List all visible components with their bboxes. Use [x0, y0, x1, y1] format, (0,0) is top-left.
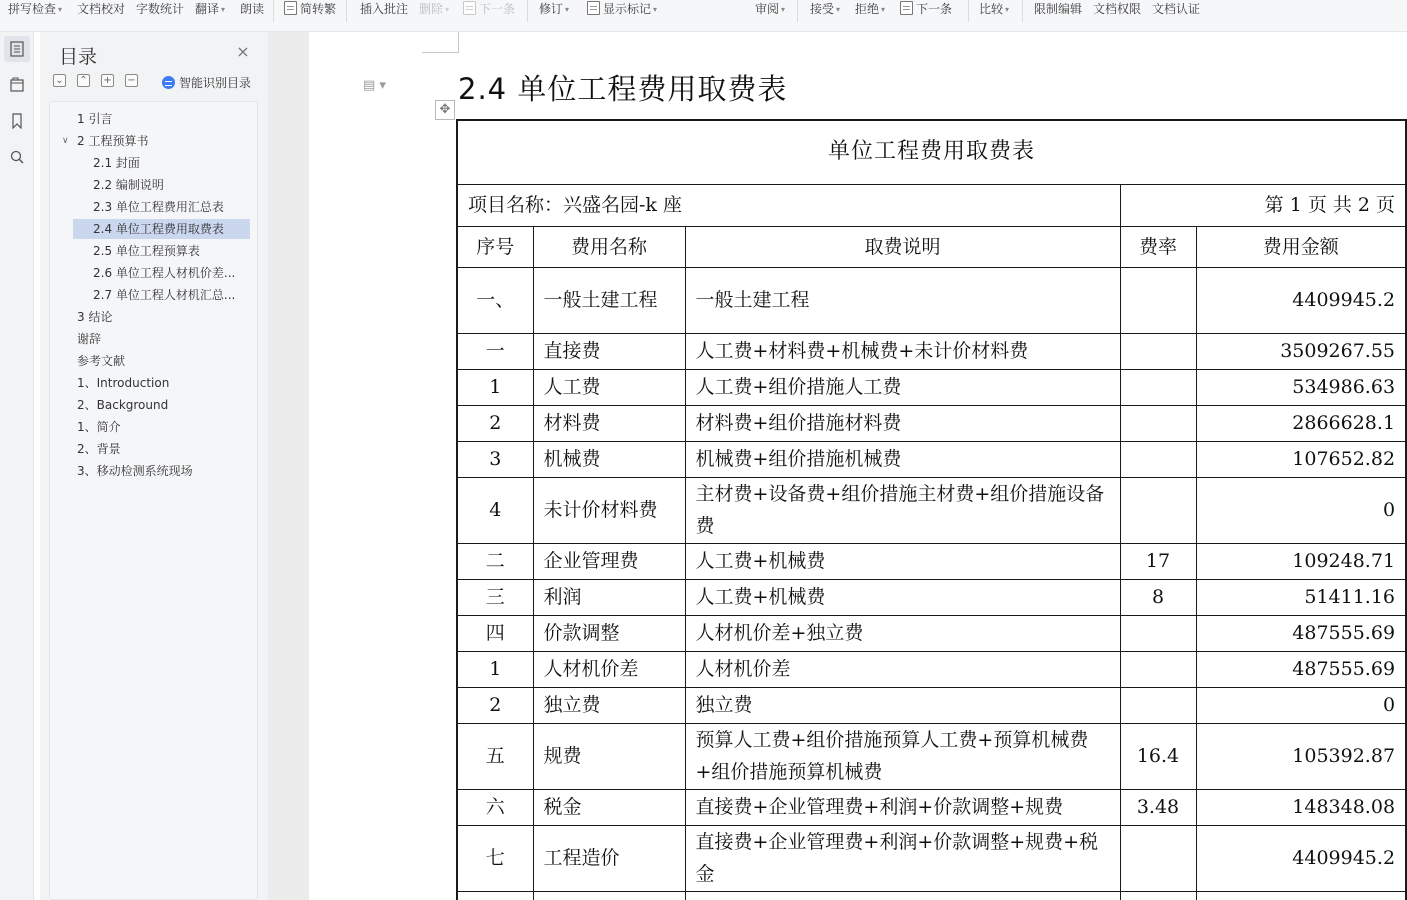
header-amount: 费用金额: [1196, 226, 1406, 267]
cell-no: 1: [457, 369, 533, 405]
toc-item-budget[interactable]: ∨ 2 工程预算书: [50, 131, 250, 151]
word-count-button[interactable]: 字数统计: [136, 2, 185, 16]
cell-desc: 独立费: [685, 687, 1120, 723]
table-title: 单位工程费用取费表: [457, 120, 1406, 184]
cell-amount: 534986.63: [1196, 369, 1406, 405]
cell-amount: 0: [1196, 687, 1406, 723]
toolbar-divider: [1022, 0, 1023, 22]
header-no: 序号: [457, 226, 533, 267]
toc-title: 目录: [59, 46, 98, 68]
toc-item-fee-table[interactable]: 2.4 单位工程费用取费表: [73, 219, 250, 239]
cell-amount: 2866628.1: [1196, 405, 1406, 441]
add-level-icon[interactable]: +: [101, 74, 114, 87]
nav-rail: [0, 32, 34, 900]
cell-amount: 107652.82: [1196, 441, 1406, 477]
cell-desc: 人工费+机械费: [685, 543, 1120, 579]
next-comment-button[interactable]: 下一条: [463, 0, 515, 18]
toc-item-price-diff[interactable]: 2.6 单位工程人材机价差...: [93, 266, 236, 280]
toc-item-summary[interactable]: 2.3 单位工程费用汇总表: [93, 200, 224, 214]
canvas-gutter: [268, 32, 309, 900]
table-row: [457, 789, 1406, 825]
toc-item-cover[interactable]: 2.1 封面: [93, 156, 140, 170]
toc-panel: [40, 32, 268, 900]
cell-no: 三: [457, 579, 533, 615]
cell-amount: 4409945.2: [1196, 825, 1406, 891]
cell-no: 3: [457, 441, 533, 477]
cell-no: 七: [457, 825, 533, 891]
cell-rate: [1120, 651, 1196, 687]
cell-empty: [533, 891, 685, 900]
chevron-down-icon[interactable]: ∨: [62, 136, 69, 146]
cell-name: 人材机价差: [533, 651, 685, 687]
toc-item-brief[interactable]: 1、简介: [77, 420, 121, 434]
table-row: [457, 687, 1406, 723]
cell-rate: [1120, 687, 1196, 723]
doc-permission-button[interactable]: 文档权限: [1093, 2, 1142, 16]
cell-name: 人工费: [533, 369, 685, 405]
page-info: 第 1 页 共 2 页: [1120, 184, 1406, 226]
paragraph-format-icon[interactable]: ▤ ▾: [363, 78, 386, 93]
cell-no: 一: [457, 333, 533, 369]
doc-proofread-button[interactable]: 文档校对: [77, 2, 126, 16]
cell-rate: 16.4: [1120, 723, 1196, 789]
table-row: [457, 543, 1406, 579]
cell-name: 材料费: [533, 405, 685, 441]
header-desc: 取费说明: [685, 226, 1120, 267]
search-icon: [9, 149, 25, 165]
cell-amount: 148348.08: [1196, 789, 1406, 825]
toolbar-divider: [273, 0, 274, 22]
toolbar-divider: [968, 0, 969, 22]
toolbar-divider: [797, 0, 798, 22]
show-markup-icon: [587, 1, 600, 15]
section-heading: 2.4 单位工程费用取费表: [458, 72, 788, 106]
project-name: 项目名称：兴盛名园-k 座: [457, 184, 1120, 226]
toc-item-intro[interactable]: 1 引言: [77, 112, 113, 126]
table-row: [457, 369, 1406, 405]
bookmark-button[interactable]: [4, 108, 30, 134]
fee-table: [456, 119, 1407, 900]
reject-button[interactable]: 拒绝 ▾: [855, 2, 886, 16]
remove-level-icon[interactable]: −: [125, 74, 138, 87]
table-row: [457, 477, 1406, 543]
table-row: [457, 267, 1406, 333]
next-comment-icon: [463, 1, 476, 15]
table-meta-row: [457, 184, 1406, 226]
show-markup-button[interactable]: 显示标记 ▾: [587, 0, 657, 18]
table-row: [457, 579, 1406, 615]
cell-amount: 487555.69: [1196, 651, 1406, 687]
insert-comment-button[interactable]: 插入批注: [360, 2, 409, 16]
cell-desc: 人工费+材料费+机械费+未计价材料费: [685, 333, 1120, 369]
header-rate: 费率: [1120, 226, 1196, 267]
cell-rate: [1120, 615, 1196, 651]
expand-all-icon[interactable]: ⌄: [53, 74, 66, 87]
cell-no: 六: [457, 789, 533, 825]
toc-item-thanks[interactable]: 谢辞: [77, 332, 102, 346]
toc-item-budget-table[interactable]: 2.5 单位工程预算表: [93, 244, 200, 258]
header-name: 费用名称: [533, 226, 685, 267]
cell-desc: 人材机价差+独立费: [685, 615, 1120, 651]
toolbar-divider: [346, 0, 347, 22]
cell-name: 未计价材料费: [533, 477, 685, 543]
search-button[interactable]: [4, 144, 30, 170]
cell-name: 独立费: [533, 687, 685, 723]
cell-rate: [1120, 369, 1196, 405]
spell-check-button[interactable]: 拼写检查 ▾: [8, 2, 63, 16]
next-change-icon: [900, 1, 913, 15]
toc-icon: [9, 41, 25, 57]
toc-item-references[interactable]: 参考文献: [77, 354, 126, 368]
cell-name: 规费: [533, 723, 685, 789]
cell-amount: 3509267.55: [1196, 333, 1406, 369]
cell-rate: [1120, 333, 1196, 369]
doc-certify-button[interactable]: 文档认证: [1152, 2, 1201, 16]
toc-item-introduction-en[interactable]: 1、Introduction: [77, 376, 170, 390]
cell-desc: 预算人工费+组价措施预算人工费+预算机械费+组价措施预算机械费: [685, 723, 1120, 789]
cell-desc: 人工费+机械费: [685, 579, 1120, 615]
cell-amount: 0: [1196, 477, 1406, 543]
document-page: [309, 32, 1407, 900]
cell-rate: [1120, 477, 1196, 543]
cell-name: 一般土建工程: [533, 267, 685, 333]
table-row: [457, 333, 1406, 369]
cell-desc: 直接费+企业管理费+利润+价款调整+规费+税金: [685, 825, 1120, 891]
cell-rate: 17: [1120, 543, 1196, 579]
cell-desc: 人工费+组价措施人工费: [685, 369, 1120, 405]
cell-no: 2: [457, 687, 533, 723]
cell-amount: 51411.16: [1196, 579, 1406, 615]
toc-item-conclusion[interactable]: 3 结论: [77, 310, 113, 324]
accept-button[interactable]: 接受 ▾: [810, 2, 841, 16]
cell-no: 4: [457, 477, 533, 543]
review-toolbar: [0, 0, 1407, 32]
cell-rate: [1120, 825, 1196, 891]
restrict-editing-button[interactable]: 限制编辑: [1034, 2, 1083, 16]
cell-empty: [1196, 891, 1406, 900]
cell-amount: 487555.69: [1196, 615, 1406, 651]
convert-icon: [284, 1, 297, 15]
cell-amount: 4409945.2: [1196, 267, 1406, 333]
review-pane-button[interactable]: 审阅 ▾: [755, 2, 786, 16]
table-title-row: [457, 120, 1406, 184]
toc-item-mobile-detection[interactable]: 3、移动检测系统现场: [77, 464, 193, 478]
cell-rate: 3.48: [1120, 789, 1196, 825]
cell-desc: 直接费+企业管理费+利润+价款调整+规费: [685, 789, 1120, 825]
cell-name: 税金: [533, 789, 685, 825]
cell-rate: [1120, 441, 1196, 477]
collapse-all-icon[interactable]: ⌃: [77, 74, 90, 87]
toc-item-background[interactable]: 2、背景: [77, 442, 121, 456]
table-row: [457, 723, 1406, 789]
cell-name: 企业管理费: [533, 543, 685, 579]
table-row: [457, 891, 1406, 900]
toc-item-background-en[interactable]: 2、Background: [77, 398, 169, 412]
outline-icon: [9, 77, 25, 93]
cell-rate: [1120, 267, 1196, 333]
cell-name: 价款调整: [533, 615, 685, 651]
cell-name: 利润: [533, 579, 685, 615]
outline-button[interactable]: [4, 72, 30, 98]
smart-toc-icon: [162, 76, 175, 89]
cell-rate: 8: [1120, 579, 1196, 615]
track-changes-button[interactable]: 修订 ▾: [539, 2, 570, 16]
cell-desc: 人材机价差: [685, 651, 1120, 687]
cell-empty: [457, 891, 533, 900]
cell-empty: [685, 891, 1120, 900]
read-aloud-button[interactable]: 朗读: [240, 2, 265, 16]
cell-desc: 机械费+组价措施机械费: [685, 441, 1120, 477]
toc-item-notes[interactable]: 2.2 编制说明: [93, 178, 164, 192]
table-row: [457, 651, 1406, 687]
cell-desc: 一般土建工程: [685, 267, 1120, 333]
next-change-button[interactable]: 下一条: [900, 0, 952, 18]
cell-no: 五: [457, 723, 533, 789]
cell-name: 机械费: [533, 441, 685, 477]
cell-name: 工程造价: [533, 825, 685, 891]
table-move-handle-icon[interactable]: ✥: [435, 100, 455, 120]
page-margin-mark: [422, 52, 459, 53]
cell-no: 二: [457, 543, 533, 579]
table-header-row: [457, 226, 1406, 267]
smart-toc-button[interactable]: 智能识别目录: [162, 74, 251, 90]
bookmark-icon: [9, 113, 25, 129]
cell-name: 直接费: [533, 333, 685, 369]
compare-button[interactable]: 比较 ▾: [979, 2, 1010, 16]
cell-no: 四: [457, 615, 533, 651]
table-row: [457, 405, 1406, 441]
cell-amount: 105392.87: [1196, 723, 1406, 789]
toolbar-divider: [527, 0, 528, 22]
cell-no: 1: [457, 651, 533, 687]
toc-list: [49, 101, 258, 900]
toc-item-material-summary[interactable]: 2.7 单位工程人材机汇总...: [93, 288, 236, 302]
close-icon[interactable]: ×: [236, 42, 250, 61]
translate-button[interactable]: 翻译 ▾: [195, 2, 226, 16]
cell-amount: 109248.71: [1196, 543, 1406, 579]
cell-rate: [1120, 405, 1196, 441]
table-row: [457, 441, 1406, 477]
cell-desc: 主材费+设备费+组价措施主材费+组价措施设备费: [685, 477, 1120, 543]
table-row: [457, 825, 1406, 891]
cell-empty: [1120, 891, 1196, 900]
cell-no: 一、: [457, 267, 533, 333]
table-row: [457, 615, 1406, 651]
cell-desc: 材料费+组价措施材料费: [685, 405, 1120, 441]
simplified-to-traditional-button[interactable]: 简转繁: [284, 0, 336, 18]
cell-no: 2: [457, 405, 533, 441]
toc-toggle-button[interactable]: [4, 36, 30, 62]
page-margin-mark: [458, 32, 459, 52]
delete-comment-button[interactable]: 删除 ▾: [419, 2, 450, 16]
